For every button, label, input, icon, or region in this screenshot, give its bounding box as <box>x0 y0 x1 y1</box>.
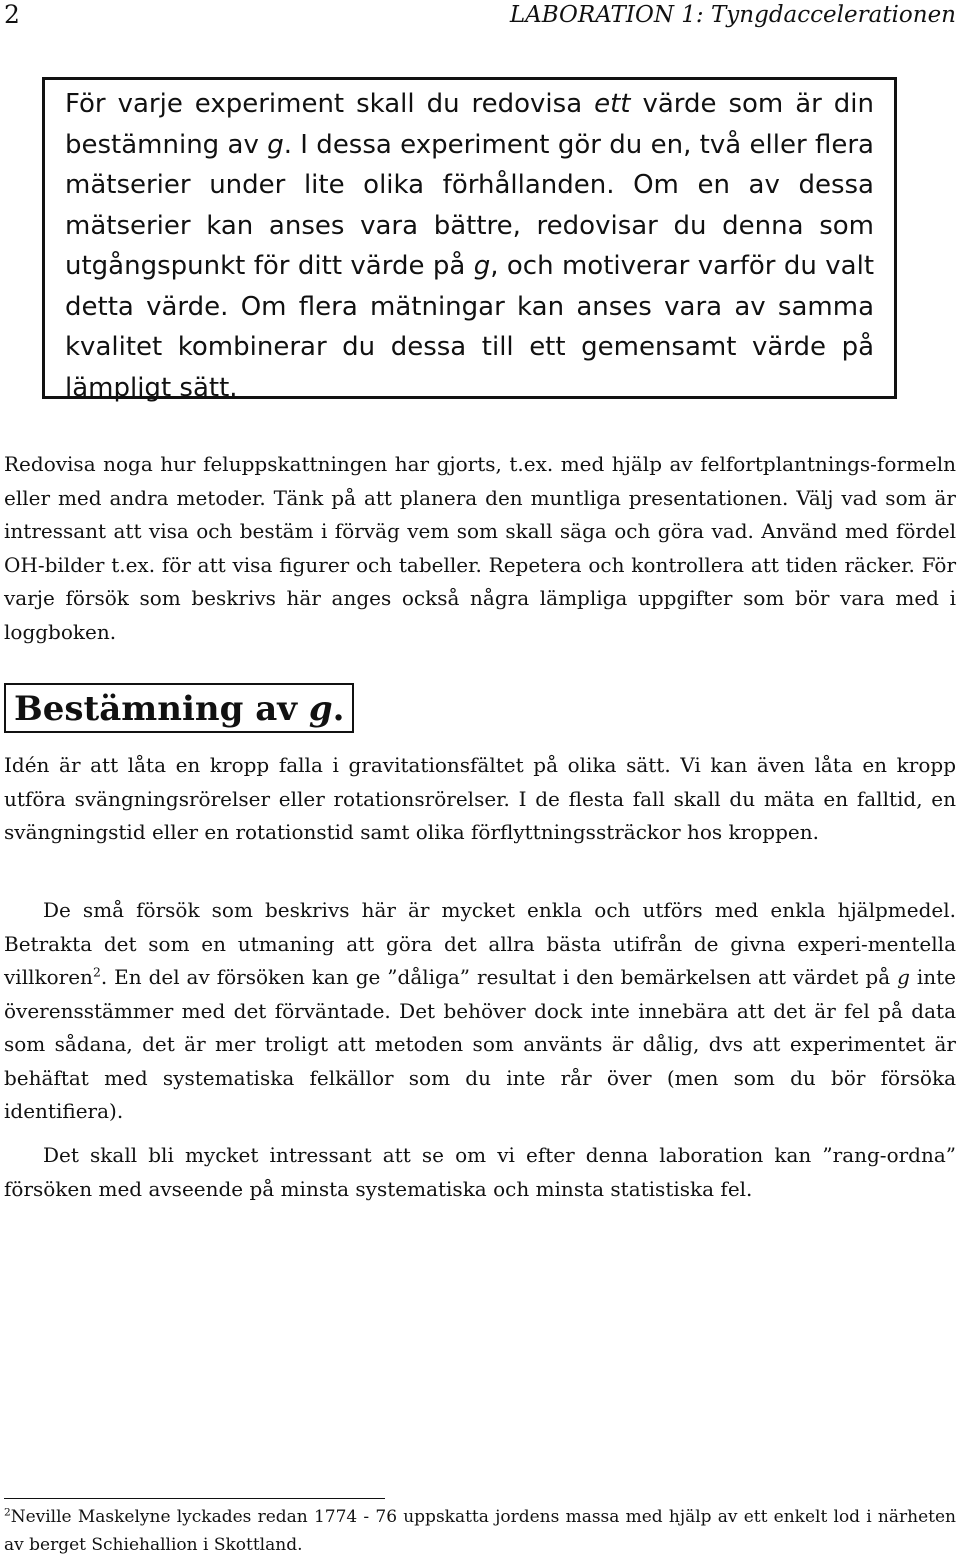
footnote-rule <box>4 1498 385 1499</box>
footnote-reference[interactable]: 2 <box>92 964 101 980</box>
boxed-text-2: värde som är din bestämning av <box>65 89 874 160</box>
paragraph-2-text-2: . En del av försöken kan ge ”dåliga” resultat i den bemärkelsen att värdet på <box>100 965 898 989</box>
section-heading <box>4 683 354 733</box>
boxed-text-4: , och motiverar varför du valt detta värde. Om flera mätningar kan anses vara av samma kvalitet kombinerar du dessa till ett gemensamt värde på lämpligt sätt. <box>65 251 875 403</box>
section-title-end: . <box>332 689 345 729</box>
running-title: LABORATION 1: Tyngdaccelerationen <box>509 2 956 28</box>
variable-g: g <box>473 251 491 281</box>
paragraph-2-text-1: De små försök som beskrivs här är mycket enkla och utförs med enkla hjälpmedel. Betrakta det som en utmaning att göra det allra bästa utifrån de givna experi-mentella villkoren <box>4 898 956 989</box>
boxed-text-1: För varje experiment skall du redovisa <box>65 89 595 119</box>
variable-g: g <box>267 129 284 160</box>
section-title-text: Bestämning av <box>14 689 309 729</box>
footnote-mark: 2 <box>4 1506 11 1519</box>
variable-g: g <box>897 965 910 989</box>
section-title-variable: g <box>308 689 333 729</box>
paragraph-3: Det skall bli mycket intressant att se om vi efter denna laboration kan ”rang-ordna” försöken med avseende på minsta systematiska och minsta statistiska fel. <box>4 1143 956 1201</box>
boxed-note <box>42 77 897 403</box>
page-number: 2 <box>4 0 20 29</box>
paragraph-1: Idén är att låta en kropp falla i gravitationsfältet på olika sätt. Vi kan även låta en kropp utföra svängningsrörelser eller rotationsrörelser. I de flesta fall skall du mäta en falltid, en svängningstid eller en rotationstid samt olika förflyttningssträckor hos kroppen. <box>4 753 956 844</box>
intro-paragraph: Redovisa noga hur feluppskattningen har gjorts, t.ex. med hjälp av felfortplantnings-formeln eller med andra metoder. Tänk på att planera den muntliga presentationen. Välj vad som är intressant att visa och bestäm i förväg vem som skall säga och göra vad. Använd med fördel OH-bilder t.ex. för att visa figurer och tabeller. Repetera och kontrollera att tiden räcker. För varje försök som beskrivs här anges också några lämpliga uppgifter som bör vara med i loggboken. <box>4 452 956 644</box>
footnote-text: Neville Maskelyne lyckades redan 1774 - 76 uppskatta jordens massa med hjälp av ett enkelt lod i närheten av berget Schiehallion i Skottland. <box>4 1507 956 1555</box>
footnote <box>4 1503 956 1559</box>
paragraph-2 <box>4 894 956 1129</box>
paragraph-2-text-3: inte överensstämmer med det förväntade. Det behöver dock inte innebära att det är fel på data som sådana, det är mer troligt att metoden som använts är dålig, dvs att experimentet är behäftat med systematiska felkällor som du inte rår över (men som du bör försöka identifiera). <box>4 965 956 1123</box>
boxed-emphasis: ett <box>594 89 631 119</box>
boxed-text-3: . I dessa experiment gör du en, två eller flera mätserier under lite olika förhållanden. Om en av dessa mätserier kan anses vara bättre, redovisar du denna som utgångspunkt för ditt värde på <box>65 129 874 281</box>
